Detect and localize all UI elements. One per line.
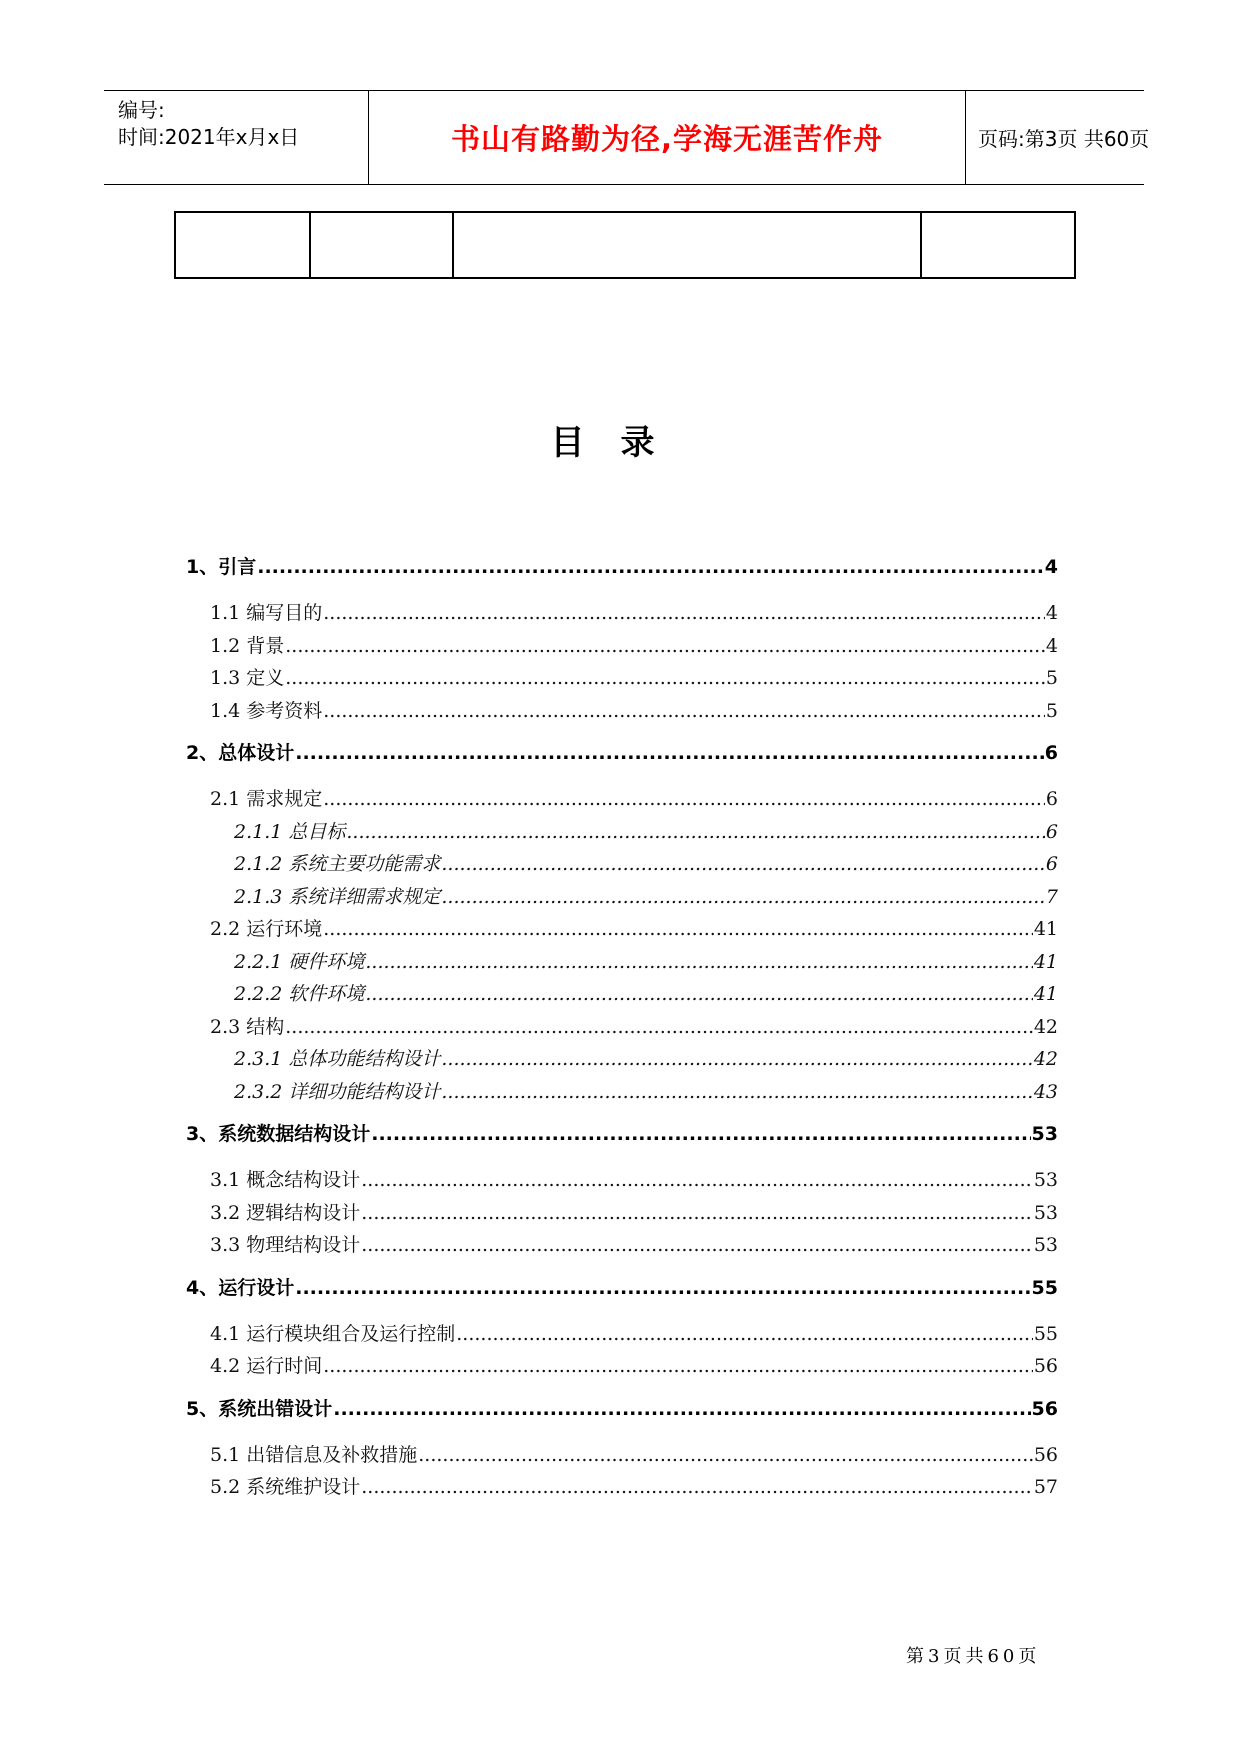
toc-entry-label: 2.1.2 系统主要功能需求	[234, 853, 441, 875]
toc-dot-leader	[365, 983, 1032, 1005]
toc-gap	[186, 1384, 1058, 1394]
toc-entry-label: 2.2.1 硬件环境	[234, 950, 365, 973]
toc-entry-label: 1.4 参考资料	[210, 699, 323, 722]
toc-entry[interactable]	[186, 1165, 1058, 1198]
toc-entry-label: 5.2 系统维护设计	[210, 1476, 361, 1498]
table-of-contents	[186, 552, 1058, 1505]
header-page-info: 页码:第3页 共60页	[978, 127, 1150, 151]
toc-entry-page: 53	[1033, 1201, 1058, 1224]
toc-entry-label: 2.3.2 详细功能结构设计	[234, 1080, 441, 1103]
toc-entry-label: 2.3.1 总体功能结构设计	[234, 1048, 441, 1070]
toc-entry[interactable]	[186, 738, 1058, 784]
toc-entry-label: 4.2 运行时间	[210, 1355, 323, 1377]
toc-dot-leader	[257, 556, 1044, 578]
toc-entry-page: 6	[1044, 742, 1058, 764]
toc-gap	[186, 1263, 1058, 1273]
toc-entry-page: 4	[1044, 556, 1058, 578]
toc-entry-page: 41	[1033, 950, 1058, 973]
toc-entry-label: 2.3 结构	[210, 1015, 285, 1038]
toc-entry-page: 56	[1031, 1397, 1058, 1420]
toc-entry-label: 3.3 物理结构设计	[210, 1234, 361, 1256]
toc-entry-label: 3、系统数据结构设计	[186, 1123, 371, 1145]
toc-entry[interactable]	[186, 784, 1058, 817]
toc-dot-leader	[285, 635, 1045, 657]
toc-dot-leader	[295, 742, 1044, 764]
toc-dot-leader	[441, 886, 1045, 908]
toc-entry-page: 55	[1031, 1276, 1058, 1299]
toc-entry-label: 3.1 概念结构设计	[210, 1169, 361, 1191]
toc-entry[interactable]	[186, 1273, 1058, 1319]
toc-gap	[186, 728, 1058, 738]
toc-entry-label: 1.1 编写目的	[210, 602, 323, 624]
toc-entry-label: 2.1.1 总目标	[234, 820, 346, 843]
motto-text: 书山有路勤为径,学海无涯苦作舟	[450, 122, 884, 156]
page-title: 目录	[550, 423, 691, 463]
toc-entry-label: 1.3 定义	[210, 667, 285, 689]
toc-dot-leader	[361, 1169, 1033, 1191]
toc-entry-page: 5	[1045, 667, 1058, 689]
toc-entry-page: 4	[1045, 634, 1058, 657]
toc-entry-label: 1、引言	[186, 556, 257, 578]
toc-entry[interactable]	[186, 1077, 1058, 1110]
toc-entry[interactable]	[186, 914, 1058, 947]
toc-dot-leader	[361, 1476, 1033, 1498]
toc-entry-label: 2.2.2 软件环境	[234, 983, 365, 1005]
toc-dot-leader	[441, 1081, 1032, 1103]
toc-entry[interactable]	[186, 1012, 1058, 1045]
toc-entry-label: 2、总体设计	[186, 742, 295, 764]
toc-entry-page: 42	[1033, 1015, 1058, 1038]
toc-entry-label: 4、运行设计	[186, 1276, 295, 1299]
document-number-label: 编号:	[118, 98, 165, 122]
toc-entry[interactable]	[186, 598, 1058, 631]
toc-entry[interactable]	[186, 631, 1058, 664]
toc-entry-page: 5	[1045, 699, 1058, 722]
toc-entry[interactable]	[186, 552, 1058, 598]
toc-entry-page: 6	[1045, 820, 1058, 843]
toc-entry-page: 41	[1033, 983, 1058, 1005]
toc-entry[interactable]	[186, 1198, 1058, 1231]
toc-dot-leader	[441, 1048, 1032, 1070]
toc-dot-leader	[323, 1355, 1033, 1377]
toc-gap	[186, 1109, 1058, 1119]
toc-entry-page: 4	[1045, 602, 1058, 624]
toc-dot-leader	[361, 1234, 1033, 1256]
toc-entry[interactable]	[186, 817, 1058, 850]
toc-entry[interactable]	[186, 696, 1058, 729]
toc-entry[interactable]	[186, 1394, 1058, 1440]
toc-entry[interactable]	[186, 1440, 1058, 1473]
toc-entry[interactable]	[186, 1119, 1058, 1165]
toc-entry-page: 42	[1033, 1048, 1058, 1070]
toc-dot-leader	[333, 1398, 1030, 1420]
toc-entry-page: 43	[1033, 1080, 1058, 1103]
header-motto	[369, 91, 966, 184]
toc-dot-leader	[323, 602, 1045, 624]
header-meta	[104, 91, 369, 184]
toc-entry[interactable]	[186, 1472, 1058, 1505]
toc-entry[interactable]	[186, 663, 1058, 696]
toc-dot-leader	[295, 1277, 1030, 1299]
toc-dot-leader	[418, 1444, 1033, 1466]
toc-entry-label: 2.1.3 系统详细需求规定	[234, 885, 441, 908]
toc-entry-page: 56	[1033, 1443, 1058, 1466]
toc-entry[interactable]	[186, 849, 1058, 882]
toc-dot-leader	[371, 1123, 1030, 1145]
toc-dot-leader	[323, 918, 1033, 940]
toc-dot-leader	[456, 1323, 1033, 1345]
empty-table	[174, 211, 1076, 279]
toc-entry-page: 53	[1033, 1234, 1058, 1256]
toc-dot-leader	[441, 853, 1045, 875]
toc-entry-label: 2.2 运行环境	[210, 918, 323, 940]
toc-entry[interactable]	[186, 882, 1058, 915]
toc-entry-page: 6	[1045, 788, 1058, 810]
toc-dot-leader	[365, 951, 1032, 973]
toc-entry-page: 53	[1031, 1123, 1058, 1145]
toc-dot-leader	[285, 667, 1045, 689]
toc-dot-leader	[285, 1016, 1033, 1038]
toc-entry-page: 57	[1033, 1476, 1058, 1498]
document-date: 时间:2021年x月x日	[118, 125, 300, 149]
toc-entry-label: 2.1 需求规定	[210, 788, 323, 810]
toc-entry-label: 5、系统出错设计	[186, 1397, 333, 1420]
toc-entry-page: 55	[1033, 1322, 1058, 1345]
toc-entry-page: 56	[1033, 1355, 1058, 1377]
toc-dot-leader	[361, 1202, 1033, 1224]
toc-dot-leader	[323, 700, 1045, 722]
toc-entry-page: 41	[1033, 918, 1058, 940]
table-cell	[311, 213, 454, 277]
toc-dot-leader	[346, 821, 1045, 843]
page-footer: 第3页共60页	[906, 1646, 1041, 1667]
toc-entry-page: 6	[1045, 853, 1058, 875]
toc-entry-page: 53	[1033, 1169, 1058, 1191]
toc-entry[interactable]	[186, 1351, 1058, 1384]
toc-entry-label: 4.1 运行模块组合及运行控制	[210, 1322, 456, 1345]
toc-dot-leader	[323, 788, 1045, 810]
toc-entry-page: 7	[1045, 885, 1058, 908]
table-cell	[176, 213, 311, 277]
page-header	[104, 90, 1150, 185]
toc-entry[interactable]	[186, 1319, 1058, 1352]
toc-entry[interactable]	[186, 1230, 1058, 1263]
toc-entry-label: 3.2 逻辑结构设计	[210, 1201, 361, 1224]
toc-entry[interactable]	[186, 947, 1058, 980]
toc-entry[interactable]	[186, 979, 1058, 1012]
toc-entry-label: 1.2 背景	[210, 634, 285, 657]
toc-entry-label: 5.1 出错信息及补救措施	[210, 1443, 418, 1466]
toc-entry[interactable]	[186, 1044, 1058, 1077]
table-cell	[454, 213, 922, 277]
